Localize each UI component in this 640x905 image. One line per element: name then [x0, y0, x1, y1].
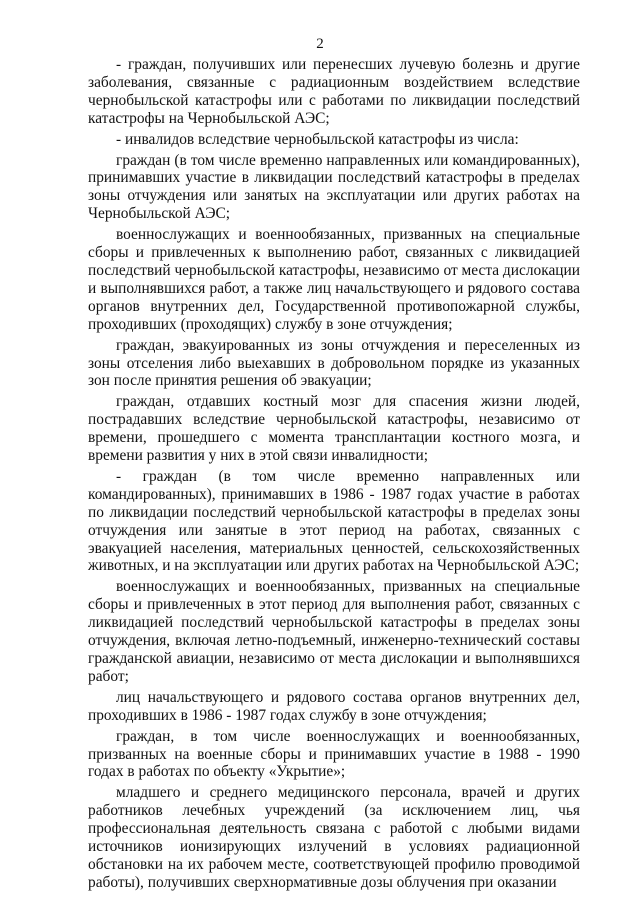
paragraph-liquidation-participants: граждан (в том числе временно направленных или командированных), принимавших участие в ликвидации последствий катастрофы в пределах зоны отчуждения или занятых на эксплуатации или других работах на Чернобыльской АЭС; [88, 151, 580, 223]
page-number: 2 [316, 36, 324, 52]
paragraph-internal-affairs-staff: лиц начальствующего и рядового состава органов внутренних дел, проходивших в 1986 - 1987 годах службу в зоне отчуждения; [88, 688, 580, 724]
paragraph-participants-1986-1987: - граждан (в том числе временно направленных или командированных), принимавших в 1986 - 1987 годах участие в работах по ликвидации последствий чернобыльской катастрофы в пределах зоны отчуждения или занятые в этот период на работах, связанных с эвакуацией населения, материальных ценностей, сельскохозяйственных животных, и на эксплуатации или других работах на Чернобыльской АЭС; [88, 467, 580, 575]
paragraph-disabled-intro: - инвалидов вследствие чернобыльской катастрофы из числа: [116, 130, 519, 148]
paragraph-radiation-sickness: - граждан, получивших или перенесших лучевую болезнь и другие заболевания, связанные с радиационным воздействием вследствие чернобыльской катастрофы или с работами по ликвидации последствий катастрофы на Чернобыльской АЭС; [88, 56, 580, 127]
paragraph-ukrytie-object-workers: граждан, в том числе военнослужащих и военнообязанных, призванных на военные сборы и принимавших участие в 1988 - 1990 годах в работах по объекту «Укрытие»; [88, 727, 580, 781]
paragraph-medical-personnel: младшего и среднего медицинского персонала, врачей и других работников лечебных учреждений (за исключением лиц, чья профессиональная деятельность связана с работой с любыми видами источников ионизирующих излучений в условиях радиационной обстановки на их рабочем месте, соответствующей профилю проводимой работы), получивших сверхнормативные дозы облучения при оказании [88, 784, 580, 891]
paragraph-military-special-training: военнослужащих и военнообязанных, призванных на специальные сборы и привлеченных к выполнению работ, связанных с ликвидацией последствий чернобыльской катастрофы, независимо от места дислокации и выполнявшихся работ, а также лиц начальствующего и рядового состава органов внутренних дел, Государственной противопожарной службы, проходивших (проходящих) службу в зоне отчуждения; [88, 226, 580, 333]
paragraph-military-1986-1987: военнослужащих и военнообязанных, призванных на специальные сборы и привлеченных в этот период для выполнения работ, связанных с ликвидацией последствий чернобыльской катастрофы в пределах зоны отчуждения, включая летно-подъемный, инженерно-технический составы гражданской авиации, независимо от места дислокации и выполнявшихся работ; [88, 578, 580, 685]
document-body [88, 56, 580, 894]
paragraph-bone-marrow-donors: граждан, отдавших костный мозг для спасения жизни людей, пострадавших вследствие чернобыльской катастрофы, независимо от времени, прошедшего с момента трансплантации костного мозга, и времени развития у них в этой связи инвалидности; [88, 393, 580, 465]
paragraph-evacuated-citizens: граждан, эвакуированных из зоны отчуждения и переселенных из зоны отселения либо выехавших в добровольном порядке из указанных зон после принятия решения об эвакуации; [88, 336, 580, 390]
